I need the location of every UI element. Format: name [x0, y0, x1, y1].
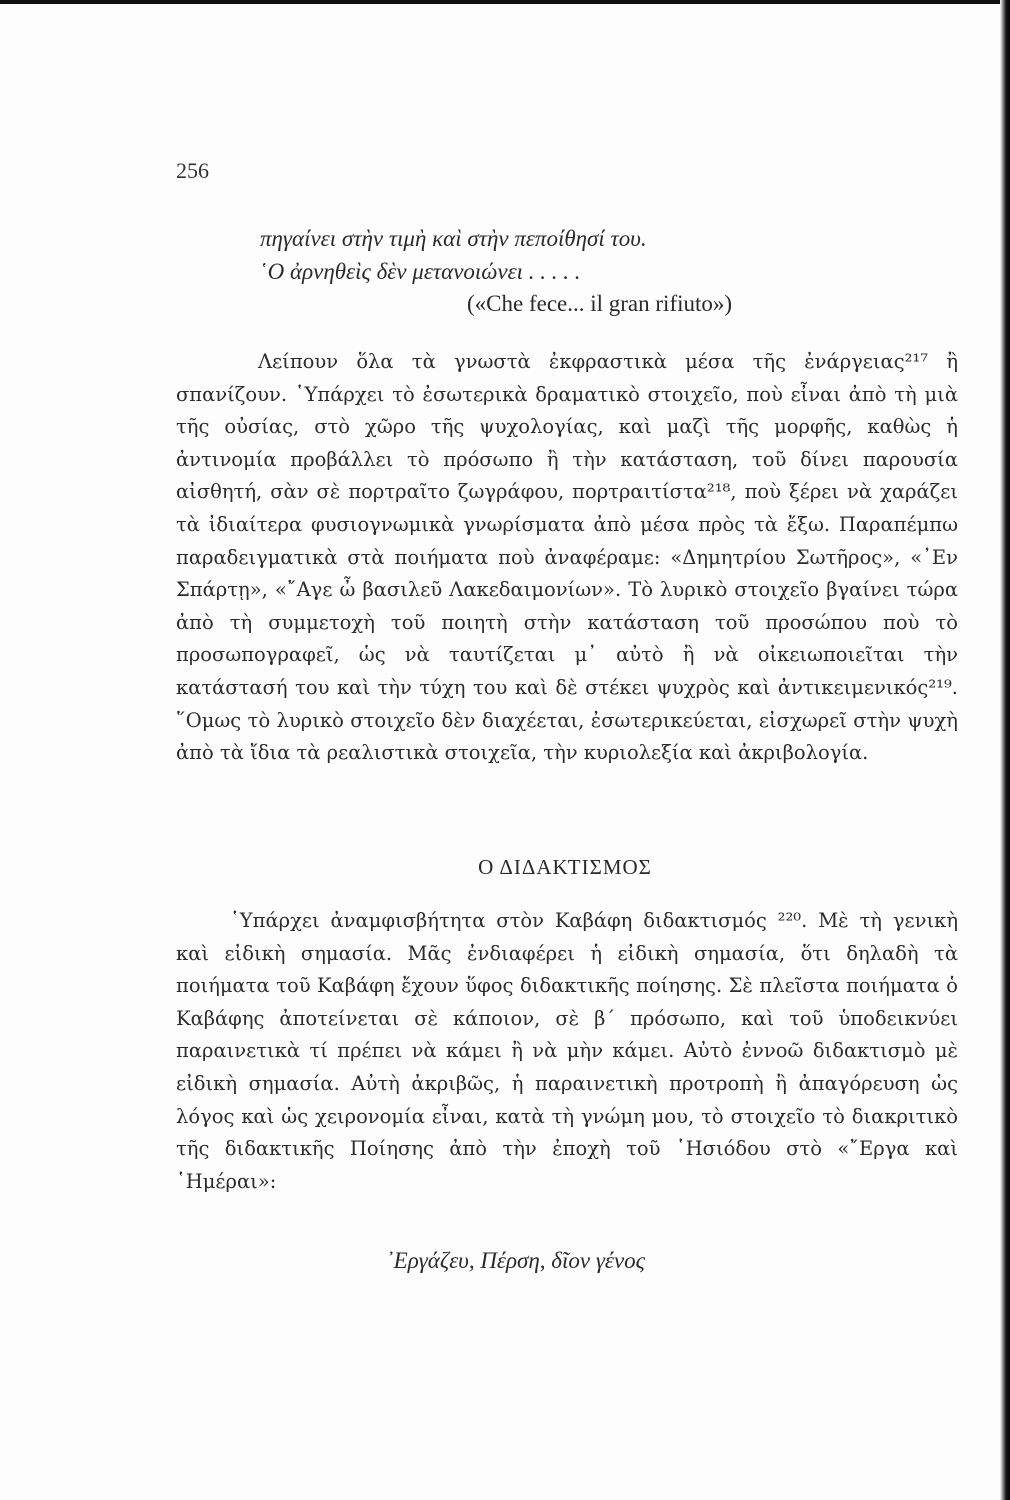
verse-line-2: ῾Ο ἀρνηθεὶς δὲν μετανοιώνει . . . . . — [260, 259, 581, 284]
verse-line-3: («Che fece... il gran rifiuto») — [467, 291, 733, 316]
page-number: 256 — [176, 158, 209, 183]
verse-quote: ᾿Εργάζευ, Πέρση, δῖον γένος — [386, 1248, 645, 1273]
scan-edge-right — [1000, 0, 1010, 1500]
paragraph-1: Λείπουν ὅλα τὰ γνωστὰ ἐκφραστικὰ μέσα τῆς ἐνάργειας²¹⁷ ἢ σπανίζουν. ῾Υπάρχει τὸ ἐσωτερικὰ δραματικὸ στοιχεῖο, ποὺ εἶναι ἀπὸ τὴ μιὰ τῆς οὐσίας, στὸ χῶρο τῆς ψυχολογίας, καὶ μαζὶ τῆς μορφῆς, καθὼς ἡ ἀντινομία προβάλλει τὸ πρόσωπο ἢ τὴν κατάσταση, τοῦ δίνει παρουσία αἰσθητή, σὰν σὲ πορτραῖτο ζωγράφου, πορτραιτίστα²¹⁸, ποὺ ξέρει νὰ χαράζει τὰ ἰδιαίτερα φυσιογνωμικὰ γνωρίσματα ἀπὸ μέσα πρὸς τὰ ἔξω. Παραπέμπω παραδειγματικὰ στὰ ποιήματα ποὺ ἀναφέραμε: «Δημητρίου Σωτῆρος», «᾿Εν Σπάρτῃ», «῎Αγε ὦ βασιλεῦ Λακεδαιμονίων». Τὸ λυρικὸ στοιχεῖο βγαίνει τώρα ἀπὸ τὴ συμμετοχὴ τοῦ ποιητὴ στὴν κατάσταση τοῦ προσώπου ποὺ τὸ προσωπογραφεῖ, ὡς νὰ ταυτίζεται μ᾿ αὐτὸ ἢ νὰ οἰκειωποιεῖται τὴν κατάστασή του καὶ τὴν τύχη του καὶ δὲ στέκει ψυχρὸς καὶ ἀντικειμενικός²¹⁹. ῞Ομως τὸ λυρικὸ στοιχεῖο δὲν διαχέεται, ἐσωτερικεύεται, εἰσχωρεῖ στὴν ψυχὴ ἀπὸ τὰ ἴδια τὰ ρεαλιστικὰ στοιχεῖα, τὴν κυριολεξία καὶ ἀκριβολογία. — [176, 350, 958, 765]
paragraph-2: ῾Υπάρχει ἀναμφισβήτητα στὸν Καβάφη διδακτισμός ²²⁰. Μὲ τὴ γενικὴ καὶ εἰδικὴ σημασία. Μᾶς ἐνδιαφέρει ἡ εἰδικὴ σημασία, ὅτι δηλαδὴ τὰ ποιήματα τοῦ Καβάφη ἔχουν ὕφος διδακτικῆς ποίησης. Σὲ πλεῖστα ποιήματα ὁ Καβάφης ἀποτείνεται σὲ κάποιον, σὲ β΄ πρόσωπο, καὶ τοῦ ὑποδεικνύει παραινετικὰ τί πρέπει νὰ κάμει ἢ νὰ μὴν κάμει. Αὐτὸ ἐννοῶ διδακτισμὸ μὲ εἰδικὴ σημασία. Αὐτὴ ἀκριβῶς, ἡ παραινετικὴ προτροπὴ ἢ ἀπαγόρευση ὡς λόγος καὶ ὡς χειρονομία εἶναι, κατὰ τὴ γνώμη μου, τὸ στοιχεῖο τὸ διακριτικὸ τῆς διδακτικῆς Ποίησης ἀπὸ τὴν ἐποχὴ τοῦ ῾Ησιόδου στὸ «῎Εργα καὶ ῾Ημέραι»: — [176, 909, 958, 1193]
scan-edge-top — [0, 0, 1010, 4]
section-heading: Ο ΔΙΔΑΚΤΙΣΜΟΣ — [478, 855, 652, 879]
verse-line-1: πηγαίνει στὴν τιμὴ καὶ στὴν πεποίθησί του. — [260, 226, 647, 251]
